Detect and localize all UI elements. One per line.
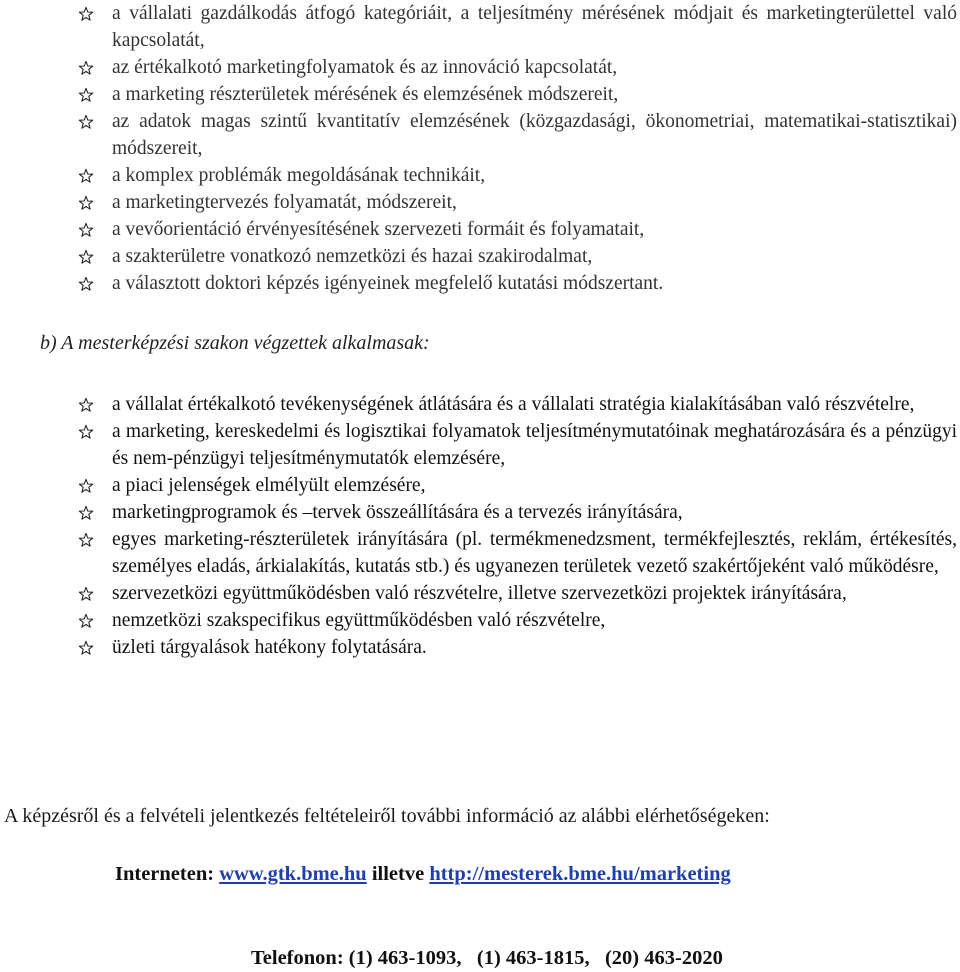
- list-item: az adatok magas szintű kvantitatív elemzésének (közgazdasági, ökonometriai, matematikai-statisztikai) módszereit,: [0, 108, 960, 162]
- star-outline-icon: [74, 580, 98, 607]
- list-item: az értékalkotó marketingfolyamatok és az innováció kapcsolatát,: [0, 54, 960, 81]
- star-outline-icon: [74, 162, 98, 189]
- web-middle-text: illetve: [366, 863, 430, 885]
- list-item: üzleti tárgyalások hatékony folytatására.: [0, 634, 960, 661]
- mesterek-marketing-link[interactable]: http://mesterek.bme.hu/marketing: [429, 863, 731, 885]
- star-outline-icon: [74, 216, 98, 243]
- star-outline-icon: [74, 391, 98, 418]
- web-prefix: Interneten:: [115, 863, 220, 885]
- star-outline-icon: [74, 0, 98, 27]
- web-links-line: [115, 860, 731, 888]
- list-item: a komplex problémák megoldásának technikáit,: [0, 162, 960, 189]
- list-item: a szakterületre vonatkozó nemzetközi és hazai szakirodalmat,: [0, 243, 960, 270]
- star-outline-icon: [74, 243, 98, 270]
- phone-numbers-line: Telefonon: (1) 463-1093, (1) 463-1815, (20) 463-2020: [251, 947, 723, 969]
- list-item: marketingprogramok és –tervek összeállítására és a tervezés irányítására,: [0, 499, 960, 526]
- top-bullet-list: [0, 0, 960, 297]
- gtk-bme-link[interactable]: www.gtk.bme.hu: [219, 863, 367, 885]
- bottom-bullet-list: [0, 391, 960, 661]
- section-b-heading: b) A mesterképzési szakon végzettek alkalmasak:: [40, 332, 430, 354]
- list-item: a marketing, kereskedelmi és logisztikai folyamatok teljesítménymutatóinak meghatározására és a pénzügyi és nem-pénzügyi teljesítménymutatók elemzésére,: [0, 418, 960, 472]
- list-item: a marketing részterületek mérésének és elemzésének módszereit,: [0, 81, 960, 108]
- list-item: nemzetközi szakspecifikus együttműködésben való részvételre,: [0, 607, 960, 634]
- list-item: szervezetközi együttműködésben való részvételre, illetve szervezetközi projektek irányítására,: [0, 580, 960, 607]
- star-outline-icon: [74, 526, 98, 553]
- star-outline-icon: [74, 607, 98, 634]
- star-outline-icon: [74, 418, 98, 445]
- star-outline-icon: [74, 54, 98, 81]
- list-item: a piaci jelenségek elmélyült elemzésére,: [0, 472, 960, 499]
- list-item: a választott doktori képzés igényeinek megfelelő kutatási módszertant.: [0, 270, 960, 297]
- star-outline-icon: [74, 270, 98, 297]
- list-item: a marketingtervezés folyamatát, módszereit,: [0, 189, 960, 216]
- list-item: egyes marketing-részterületek irányítására (pl. termékmenedzsment, termékfejlesztés, reklám, értékesítés, személyes eladás, árkialakítás, kutatás stb.) és ugyanezen területek vezető szakértőjeként való működésre,: [0, 526, 960, 580]
- contact-info-text: A képzésről és a felvételi jelentkezés feltételeiről további információ az alábbi elérhetőségeken:: [4, 805, 770, 827]
- star-outline-icon: [74, 634, 98, 661]
- star-outline-icon: [74, 499, 98, 526]
- star-outline-icon: [74, 81, 98, 108]
- list-item: a vállalati gazdálkodás átfogó kategóriáit, a teljesítmény mérésének módjait és marketingterülettel való kapcsolatát,: [0, 0, 960, 54]
- star-outline-icon: [74, 108, 98, 135]
- star-outline-icon: [74, 472, 98, 499]
- star-outline-icon: [74, 189, 98, 216]
- list-item: a vevőorientáció érvényesítésének szervezeti formáit és folyamatait,: [0, 216, 960, 243]
- list-item: a vállalat értékalkotó tevékenységének átlátására és a vállalati stratégia kialakításában való részvételre,: [0, 391, 960, 418]
